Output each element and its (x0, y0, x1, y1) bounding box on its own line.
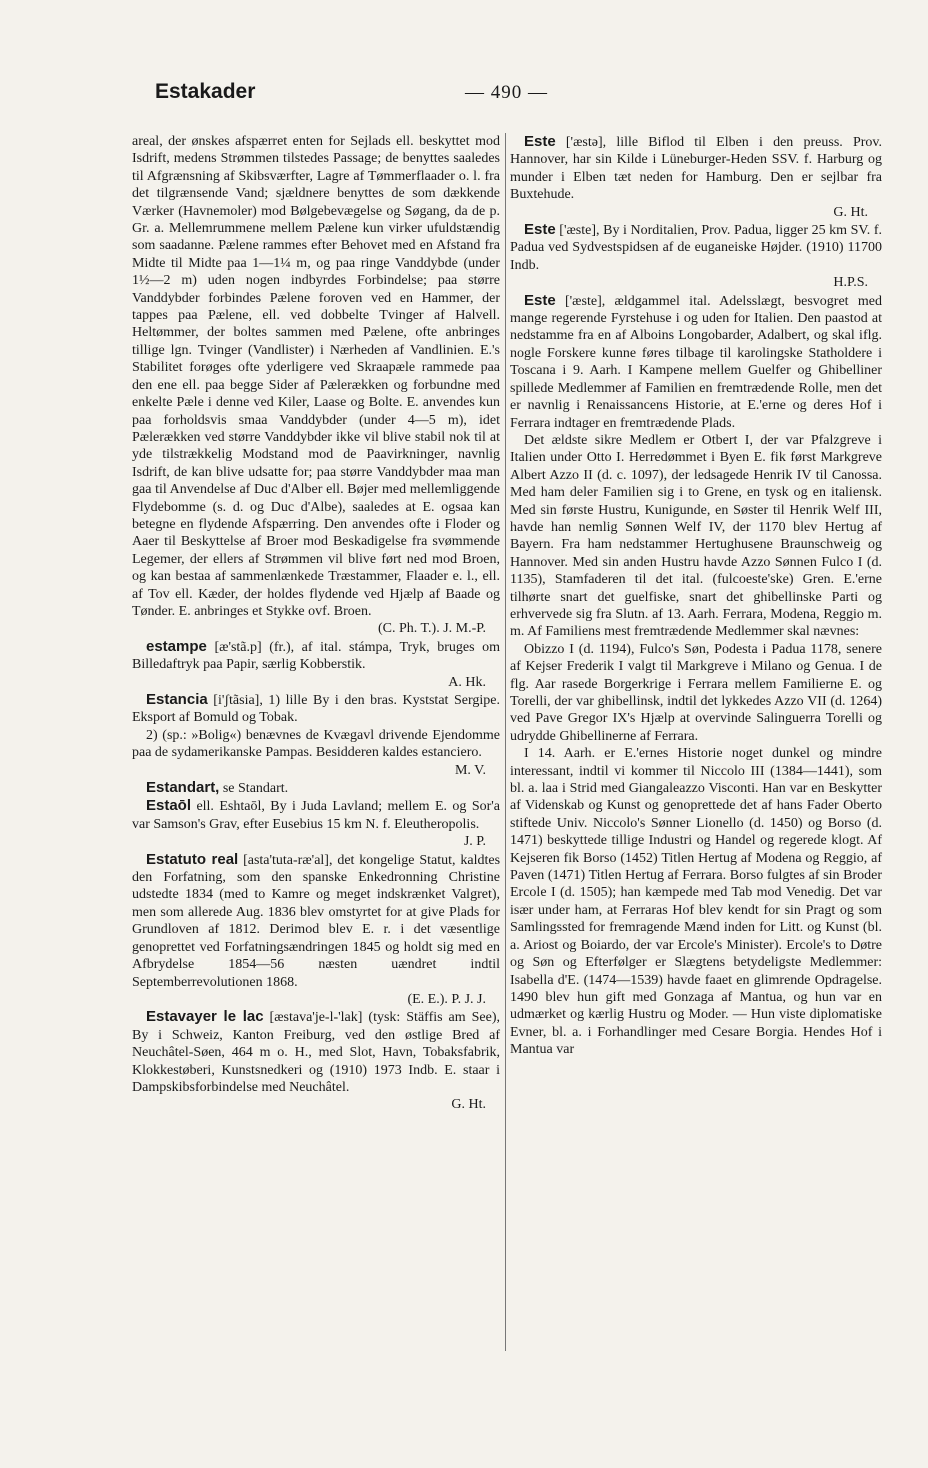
entry-estancia-signature: M. V. (454, 762, 486, 778)
entry-este-town: Este ['æste], By i Norditalien, Prov. Padua, ligger 25 km SV. f. Padua ved Sydvestspidsen af de euganeiske Højder. (1910) 11700 Indb. (510, 221, 882, 273)
entry-estakader-signature: (C. Ph. T.). J. M.-P. (377, 621, 486, 637)
headword-estandart: Estandart, (146, 779, 220, 797)
entry-estampe-signature: A. Hk. (448, 674, 486, 690)
entry-estavayer: Estavayer le lac [æstava'je-l-'lak] (tysk: Stäffis am See), By i Schweiz, Kanton Freiburg, ved den østlige Bred af Neuchâtel-Søen, 464 m o. H., med Slot, Havn, Tobaksfabrik, Klokkestøberi, Kunstsnedkeri og (1910) 1973 Indb. E. staar i Dampskibsforbindelse med Neuchâtel. (132, 1008, 501, 1095)
column-divider (505, 133, 506, 1351)
entry-este-family-para-4: I 14. Aarh. er E.'ernes Historie noget dunkel og mindre interessant, indtil vi kommer til Niccolo III (1384—1441), som bl. a. laa i Strid med Giangaleazzo Visconti. Han var en Beskytter af Videnskab og Kunst og genoprettede det af hans Fader Oberto stiftede Univ. Niccolo's Sønner Lionello (d. 1450) og Borso (d. 1471) beskyttede tillige Industri og Handel og regerede klogt. Af Kejseren fik Borso (1452) Titlen Hertug af Modena og Reggio, af Paven (1471) Titlen Hertug af Ferrara. Borso fulgtes af sin Broder Ercole I (d. 1505); han kæmpede med Tab mod Venedig. Det var især under ham, at Ferraras Hof blev kendt for sin Pragt og som Samlingssted for fremragende Mænd inden for Litt. og Kunst (bl. a. Ariost og Boiardo, der var Ercole's Minister). Ercole's to Døtre og Søn og Efterfølger er Slægtens betydeligste Medlemmer: Isabella d'E. (1474—1539) havde faaet en glimrende Opdragelse. 1490 blev hun gift med Gonzaga af Mantua, og hun var en udmærket og kærlig Hustru og Moder. — Hun viste diplomatiske Evner, bl. a. i Forhandlinger med Cesare Borgia. Hendes Hof i Mantua var (510, 746, 882, 1058)
headword-este-town: Este (524, 221, 556, 239)
entry-este-family-para-2: Det ældste sikre Medlem er Otbert I, der var Pfalzgreve i Italien under Otto I. Herredømmet i Byen E. fik først Markgreve Albert Azzo II (d. c. 1097), der ledsagede Henrik IV til Canossa. Med ham deler Familien sig i to Grene, en tysk og en italiensk. Med sin første Hustru, Kunigunde, en Søster til Henrik Welf III, havde han nemlig Sønnen Welf IV, der 1170 blev Hertug af Bayern. Fra ham nedstammer Hertughusene Braunschweig og Hannover. Med sin anden Hustru havde Azzo Sønnen Fulco I (d. 1135), Stamfaderen til det ital. (fulcoeste'ske) Gren. E.'erne tilhørte snart det guelfiske, snart det ghibellinske Parti og erhvervede sig fra Slutn. af 13. Aarh. Ferrara, Modena, Reggio m. m. Af Familiens mest fremtrædende Medlemmer skal nævnes: (510, 432, 882, 640)
entry-estavayer-signature: G. Ht. (451, 1097, 486, 1113)
entry-estakader-text: areal, der ønskes afspærret enten for Sejlads ell. beskyttet mod Isdrift, medens Strømmen tilstedes Passage; de benyttes saaledes til Afgrænsning af Skibsværfter, Lagre af Tømmerflaader o. l. fra det tilgrænsende Vand; sjældnere benyttes de som dækkende Værker (Havnemoler) mod Bølgebevægelse og Søgang, da de p. Gr. a. Mellemrummene mellem Pælene kun virker ufuldstændig som saadanne. Pælene rammes efter Behovet med en Afstand fra Midte til Midte paa 1—1¼ m, og paa ringe Vanddybde (under 1½—2 m) uden nogen indbyrdes Forbindelse; paa større Vanddybder forbindes Pælene foroven ved en Hammer, der tappes paa Pælene, ell. ved dobbelte Tvinger af Halvell. Heltømmer, der boltes sammen med Pælene, ofte anbringes tillige lgn. Tvinger (Vandlister) i Nærheden af Vandlinien. E.'s Stabilitet forøges ofte yderligere ved Skraapæle rammede paa den ene ell. paa begge Sider af Pælerækken og forbundne med enkelte Pæle i denne ved Kiler, Laase og Bolte. E. anvendes kun paa forholdsvis smaa Vanddybder (under 4—5 m), idet Pælerækken ved større Vanddybder ikke vil blive stabil nok til at yde tilstrækkelig Modstand mod de Paavirkninger, navnlig Isdrift, de kan blive udsatte for; paa større Vanddybder maa man gaa til Anvendelse af Duc d'Alber ell. Bøjer med mellemliggende Flydebomme (s. d. og Duc d'Albe), saaledes at E. ogsaa kan betegne en flydende Afspærring. Den anvendes ofte i Floder og Aaer til Beskyttelse af Broer mod Beskadigelse fra svømmende Legemer, der ellers af Strømmen vil blive ført ned mod Broen, og kan bestaa af sammenlænkede Træstammer, Flaader e. l., ell. af Tov ell. Kæder, der holdes flydende ved Hjælp af Baade og Tønder. E. anbringes et Stykke ovf. Broen. (132, 134, 500, 619)
headword-estatuto-real: Estatuto real (146, 850, 239, 868)
right-column (510, 133, 882, 1059)
headword-este-family: Este (524, 291, 556, 309)
entry-este-river-signature: G. Ht. (833, 204, 868, 220)
headword-estaol: Estaōl (146, 797, 192, 815)
left-column (132, 133, 500, 1114)
entry-estatuto-signature: (E. E.). P. J. J. (407, 991, 486, 1007)
entry-estaol: Estaōl ell. Eshtaōl, By i Juda Lavland; mellem E. og Sor'a var Samson's Grav, efter Eusebius 15 km N. f. Eleutheropolis. (132, 797, 501, 832)
headword-estampe: estampe (146, 637, 207, 655)
entry-este-family-para-3: Obizzo I (d. 1194), Fulco's Søn, Podesta i Padua 1178, senere af Kejser Frederik I valgt til Markgreve i Milano og Genua. I de flg. Aar rasede Borgerkrige i Ferrara mellem Familierne E. og Torelli, der var ghibellinsk, indtil det lykkedes Azzo VII (d. 1264) ved Pave Gregor IX's Hjælp at overvinde Salinguerra Torelli og udrydde Ghibellinerne af Ferrara. (510, 641, 882, 744)
headword-estancia: Estancia (146, 691, 208, 708)
entry-este-river: Este ['æstə], lille Biflod til Elben i den preuss. Prov. Hannover, har sin Kilde i Lüneburger-Heden SSV. f. Harburg og munder i Elben tæt neden for Hamburg. Den er sejlbar fra Buxtehude. (510, 133, 883, 203)
headword-estavayer: Estavayer le lac (146, 1008, 264, 1026)
entry-estancia-sense-2: 2) (sp.: »Bolig«) benævnes de Kvægavl drivende Ejendomme paa de sydamerikanske Pampas. Besidderen kaldes estanciero. (132, 727, 500, 761)
page-number: — 490 — (465, 82, 548, 103)
entry-estancia: Estancia [i'ʃtãsia], 1) lille By i den bras. Kyststat Sergipe. Eksport af Bomuld og Tobak. (132, 691, 501, 726)
entry-este-town-signature: H.P.S. (833, 275, 868, 291)
entry-estandart: Estandart, se Standart. (146, 779, 289, 797)
entry-estaol-signature: J. P. (463, 834, 486, 850)
running-header (155, 80, 875, 110)
entry-estampe: estampe [æ'stã.p] (fr.), af ital. stámpa, Tryk, bruges om Billedaftryk paa Papir, særlig Kobberstik. (132, 637, 501, 673)
entry-este-family: Este ['æste], ældgammel ital. Adelsslægt, besvogret med mange regerende Fyrstehuse i og uden for Italien. Den paastod at nedstamme fra en af Alboins Longobarder, Adalbert, og skal iflg. nogle Forskere kunne føres tilbage til karolingske Statholdere i Toscana i 9. Aarh. I Kampene mellem Guelfer og Ghibelliner spillede Medlemmer af Familien en fremtrædende Rolle, men det er navnlig i Renaissancens Historie, at E.'erne og deres Hof i Ferrara indtager en fremtrædende Plads. (510, 291, 882, 431)
running-headword: Estakader (155, 80, 256, 103)
entry-estatuto-real: Estatuto real [asta'tuta-ræ'al], det kongelige Statut, kaldtes den Forfatning, som den spanske Enkedronning Christine udstedte 1834 (med to Kamre og meget indskrænket Valgret), men som allerede Aug. 1836 blev omstyrtet for at give Plads for Grundloven af 1812. Derimod blev E. r. i det væsentlige genoprettet ved Forfatningsændringen 1845 og holdt sig med en Afbrydelse 1854—56 næsten uændret indtil Septemberrevolutionen 1868. (132, 850, 501, 990)
headword-este-river: Este (524, 133, 556, 150)
